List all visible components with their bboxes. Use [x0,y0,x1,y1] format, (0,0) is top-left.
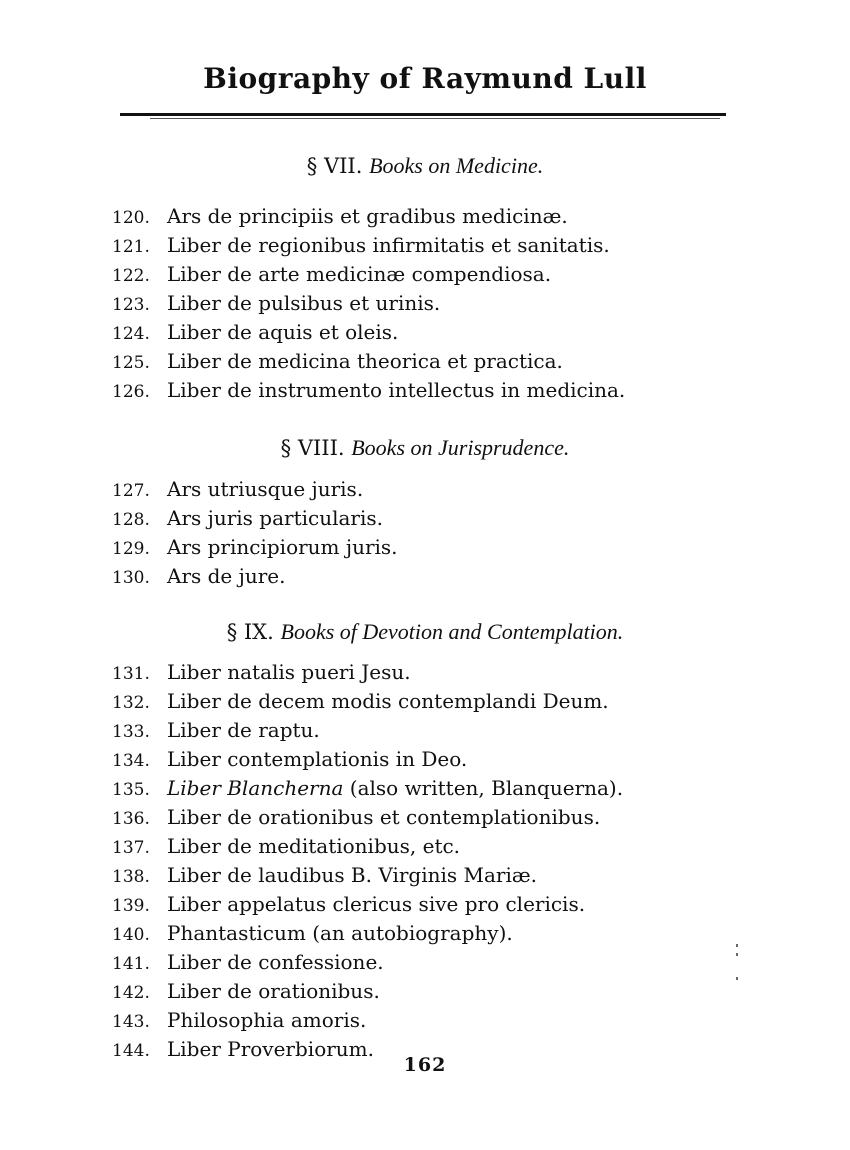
entry-title: Liber de decem modis contemplandi Deum. [167,689,609,713]
list-item [112,562,752,591]
section-heading-vii [0,152,850,180]
entry-title: Liber de regionibus infirmitatis et sanitatis. [167,233,610,257]
entry-title: Liber de orationibus et contemplationibus. [167,805,601,829]
entry-title: Liber de medicina theorica et practica. [167,349,563,373]
list-item [112,890,752,919]
section-sign: § [226,620,238,644]
list-item [112,289,752,318]
entry-title: Ars de principiis et gradibus medicinæ. [167,204,568,228]
section-title: Books on Medicine. [369,153,544,178]
entry-title: Ars utriusque juris. [167,477,364,501]
entry-italic-title: Liber Blancherna [167,776,344,800]
entry-title: Liber de raptu. [167,718,320,742]
entry-title: Philosophia amoris. [167,1008,367,1032]
entry-number: 144. [112,1041,150,1061]
entry-title: Liber natalis pueri Jesu. [167,660,411,684]
entry-number: 138. [112,867,150,887]
entry-number: 141. [112,954,150,974]
entry-title: Liber de aquis et oleis. [167,320,399,344]
list-item [112,745,752,774]
entry-title: Liber de confessione. [167,950,384,974]
section-title: Books of Devotion and Contemplation. [280,619,624,644]
list-item [112,687,752,716]
entry-number: 137. [112,838,150,858]
print-speck [736,944,738,947]
entry-title: Liber appelatus clericus sive pro clericis. [167,892,586,916]
entry-title: Liber de meditationibus, etc. [167,834,461,858]
page-number: 162 [403,1054,447,1076]
entry-title: Liber de orationibus. [167,979,380,1003]
entry-title: Liber de arte medicinæ compendiosa. [167,262,552,286]
list-item [112,231,752,260]
entry-number: 133. [112,722,150,742]
list-item [112,716,752,745]
section-number: VIII. [297,436,345,460]
header-rule [120,113,726,116]
entry-list-jurisprudence [112,475,752,591]
entry-number: 131. [112,664,150,684]
section-number: VII. [323,154,363,178]
entry-number: 143. [112,1012,150,1032]
section-heading-ix [0,618,850,646]
entry-title: Liber de laudibus B. Virginis Mariæ. [167,863,538,887]
section-heading-viii [0,434,850,462]
running-title: Biography of Raymund Lull [203,62,647,95]
list-item [112,774,752,803]
section-title: Books on Jurisprudence. [351,435,570,460]
list-item [112,347,752,376]
list-item [112,658,752,687]
list-item [112,977,752,1006]
list-item [112,1006,752,1035]
list-item [112,202,752,231]
entry-title: Ars principiorum juris. [167,535,398,559]
entry-number: 142. [112,983,150,1003]
list-item [112,832,752,861]
entry-title: Liber contemplationis in Deo. [167,747,468,771]
list-item [112,533,752,562]
entry-number: 120. [112,208,150,228]
list-item [112,803,752,832]
section-number: IX. [243,620,274,644]
entry-number: 135. [112,780,150,800]
list-item [112,475,752,504]
list-item [112,260,752,289]
entry-number: 134. [112,751,150,771]
entry-number: 127. [112,481,150,501]
entry-number: 139. [112,896,150,916]
list-item [112,504,752,533]
entry-number: 130. [112,568,150,588]
header-rule-thin [150,118,720,119]
list-item [112,919,752,948]
entry-list-devotion [112,658,752,1064]
entry-number: 140. [112,925,150,945]
entry-title: Liber de instrumento intellectus in medicina. [167,378,626,402]
entry-number: 124. [112,324,150,344]
entry-title: Liber Proverbiorum. [167,1037,374,1061]
print-speck [736,977,738,980]
list-item [112,948,752,977]
section-sign: § [280,436,292,460]
entry-title: Phantasticum (an autobiography). [167,921,513,945]
entry-list-medicine [112,202,752,405]
print-speck [736,953,738,956]
entry-title [167,774,623,803]
entry-number: 136. [112,809,150,829]
list-item [112,376,752,405]
entry-number: 132. [112,693,150,713]
entry-title: Ars juris particularis. [167,506,383,530]
entry-title: Ars de jure. [167,564,286,588]
entry-number: 128. [112,510,150,530]
entry-number: 126. [112,382,150,402]
entry-number: 121. [112,237,150,257]
entry-note: (also written, Blanquerna). [343,776,624,800]
list-item [112,861,752,890]
entry-number: 125. [112,353,150,373]
list-item [112,318,752,347]
entry-number: 129. [112,539,150,559]
section-sign: § [306,154,318,178]
entry-number: 122. [112,266,150,286]
entry-number: 123. [112,295,150,315]
entry-title: Liber de pulsibus et urinis. [167,291,441,315]
